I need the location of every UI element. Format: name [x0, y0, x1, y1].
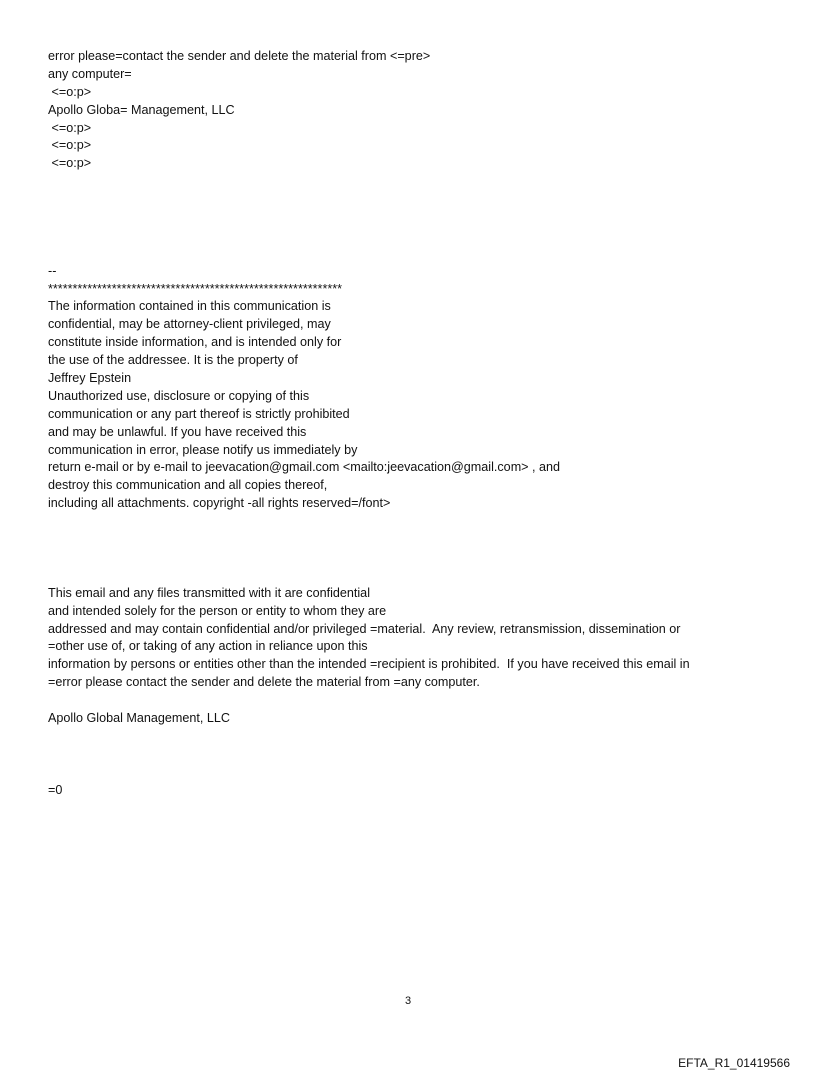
- blank-line: [48, 567, 788, 585]
- blank-line: [48, 245, 788, 263]
- text-line: =0: [48, 782, 63, 797]
- text-line: ************************************************************: [48, 281, 343, 296]
- text-line: <=o:p>: [48, 120, 92, 135]
- text-line: destroy this communication and all copies thereof,: [48, 478, 328, 493]
- text-line: return e-mail or by e-mail to jeevacation@gmail.com <mailto:jeevacation@gmail.com> , and: [48, 460, 561, 475]
- text-line: any computer=: [48, 66, 132, 81]
- blank-line: [48, 746, 788, 764]
- text-line: including all attachments. copyright -all rights reserved=/font>: [48, 496, 391, 511]
- text-line: information by persons or entities other than the intended =recipient is prohibited. If you have received this email in: [48, 657, 690, 672]
- document-id: EFTA_R1_01419566: [678, 1056, 790, 1070]
- text-line: confidential, may be attorney-client privileged, may: [48, 317, 331, 332]
- text-line: =error please contact the sender and delete the material from =any computer.: [48, 675, 480, 690]
- blank-line: [48, 173, 788, 191]
- blank-line: [48, 764, 788, 782]
- page-number: 3: [404, 995, 412, 1007]
- text-line: constitute inside information, and is intended only for: [48, 335, 342, 350]
- text-line: <=o:p>: [48, 84, 92, 99]
- blank-line: [48, 692, 788, 710]
- blank-line: [48, 513, 788, 531]
- text-line: and intended solely for the person or entity to whom they are: [48, 603, 387, 618]
- text-line: addressed and may contain confidential and/or privileged =material. Any review, retransmission, dissemination or: [48, 621, 681, 636]
- text-line: the use of the addressee. It is the property of: [48, 353, 298, 368]
- text-line: Unauthorized use, disclosure or copying of this: [48, 388, 310, 403]
- text-line: Jeffrey Epstein: [48, 371, 132, 386]
- text-line: <=o:p>: [48, 138, 92, 153]
- text-line: --: [48, 263, 57, 278]
- text-line: and may be unlawful. If you have received this: [48, 424, 307, 439]
- text-line: communication in error, please notify us immediately by: [48, 442, 358, 457]
- blank-line: [48, 209, 788, 227]
- text-line: =other use of, or taking of any action in reliance upon this: [48, 639, 368, 654]
- text-line: This email and any files transmitted with it are confidential: [48, 585, 370, 600]
- text-line: Apollo Globa= Management, LLC: [48, 102, 235, 117]
- blank-line: [48, 531, 788, 549]
- text-line: Apollo Global Management, LLC: [48, 710, 231, 725]
- blank-line: [48, 728, 788, 746]
- blank-line: [48, 191, 788, 209]
- blank-line: [48, 227, 788, 245]
- email-body: [48, 48, 788, 799]
- text-line: <=o:p>: [48, 156, 92, 171]
- text-line: communication or any part thereof is strictly prohibited: [48, 406, 350, 421]
- text-line: error please=contact the sender and delete the material from <=pre>: [48, 49, 431, 63]
- text-line: The information contained in this communication is: [48, 299, 331, 314]
- blank-line: [48, 549, 788, 567]
